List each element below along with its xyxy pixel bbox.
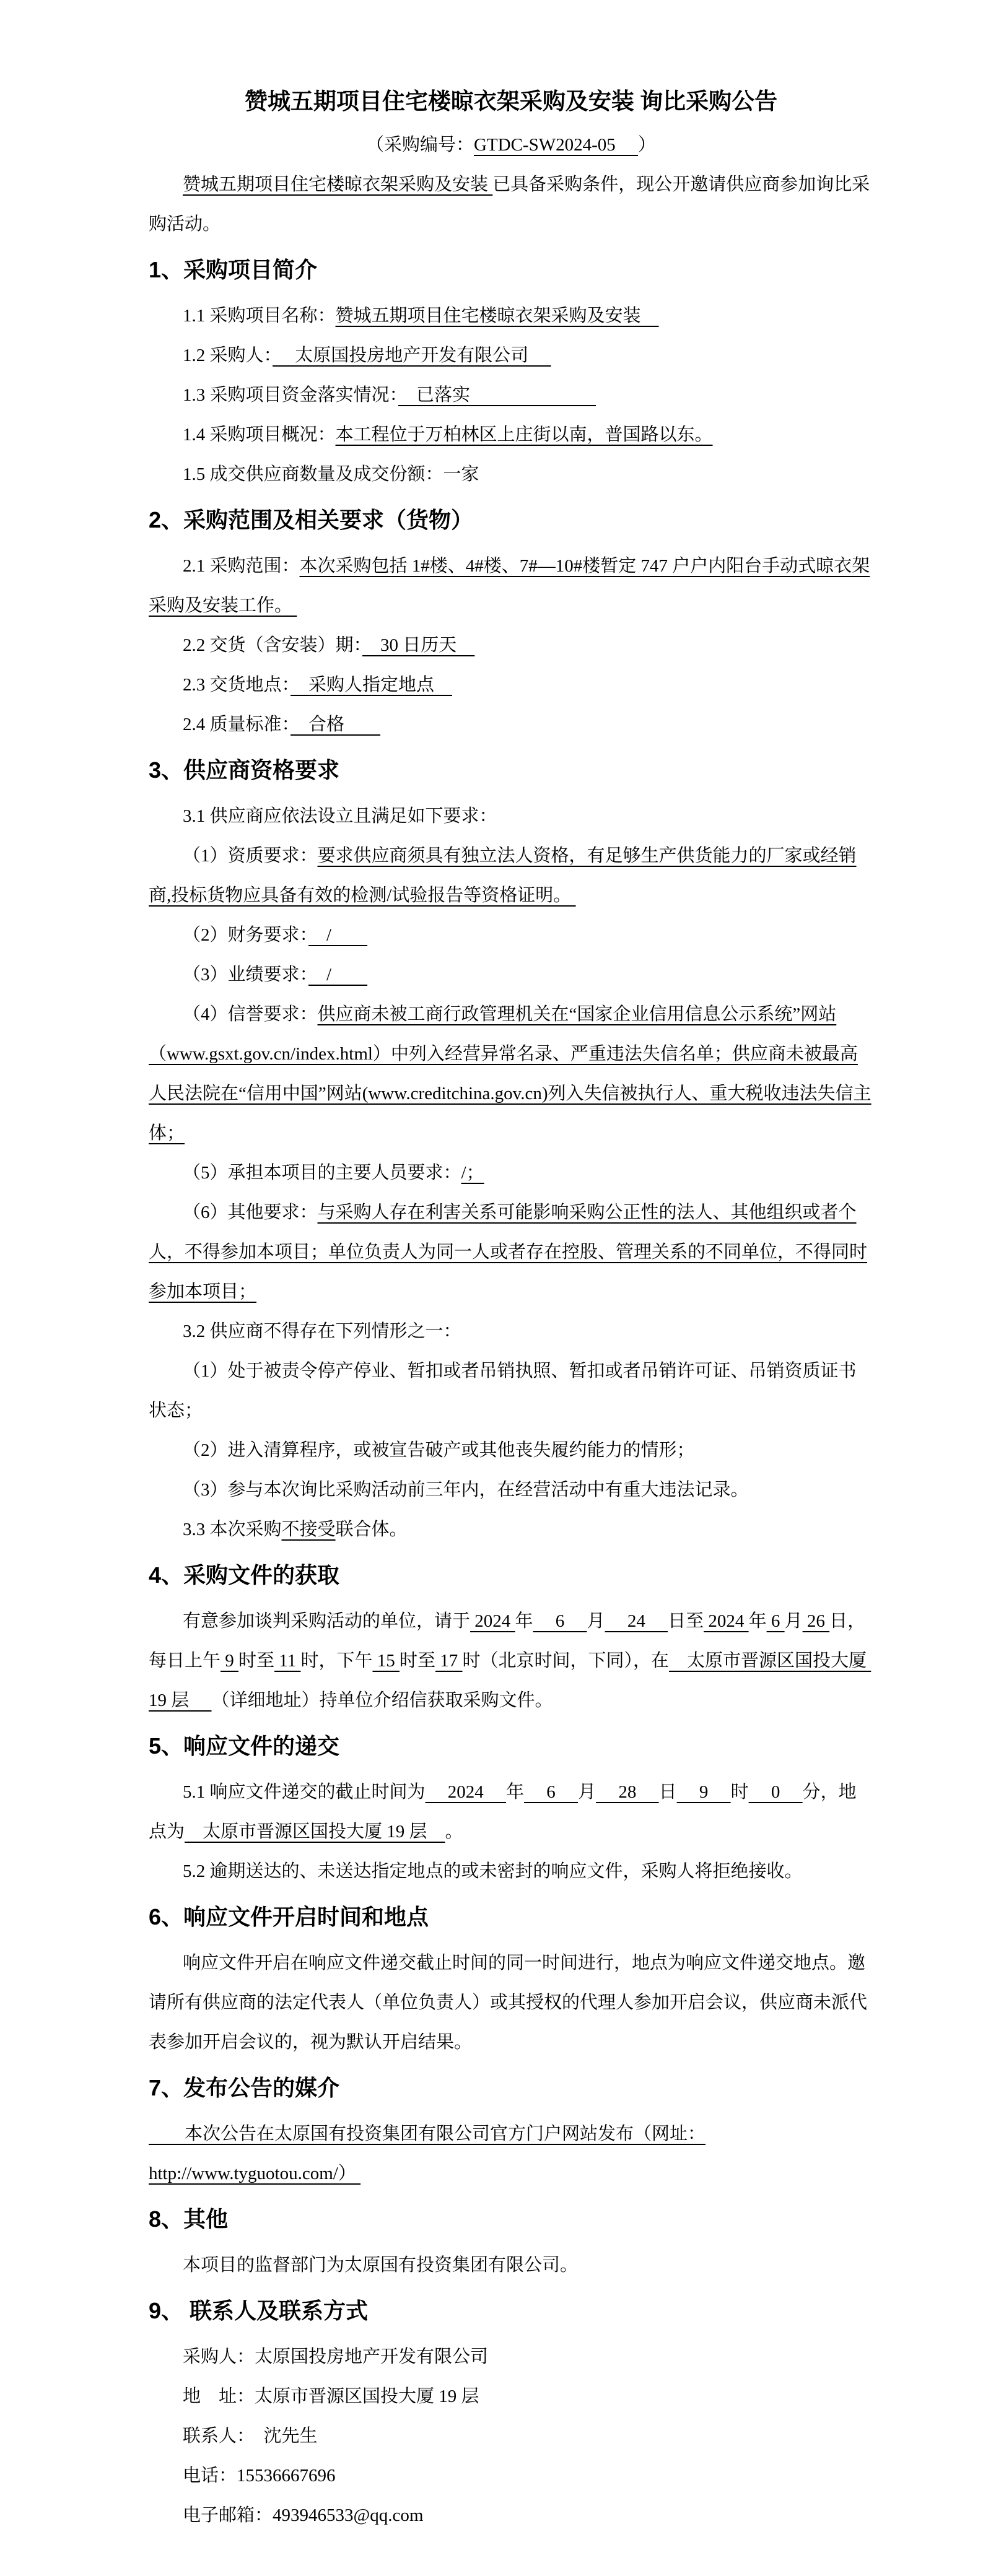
item-supplier-count (149, 455, 873, 494)
item-submission-reject (149, 1852, 873, 1891)
underlined-fill-in-text: 本次公告在太原国有投资集团有限公司官方门户网站发布（网址：http://www.tyguotou.com/） (149, 2124, 706, 2183)
underlined-fill-in-text: 采购人指定地点 (291, 675, 453, 695)
item-financial-req (149, 915, 873, 955)
underlined-fill-in-text: / (308, 965, 368, 985)
contact-phone (149, 2456, 873, 2496)
text-segment: 电话：15536667696 (183, 2466, 336, 2486)
contact-person (149, 2416, 873, 2456)
item-no-consortium (149, 1510, 873, 1549)
text-segment: 2.2 交货（含安装）期： (183, 635, 363, 655)
text-segment: 1.1 采购项目名称： (183, 306, 336, 326)
item-scope (149, 546, 873, 625)
text-segment: 3.1 供应商应依法设立且满足如下要求： (183, 806, 497, 826)
text-segment: 2.4 质量标准： (183, 715, 291, 734)
item-other-req (149, 1193, 873, 1312)
text-segment: 时至 (238, 1651, 275, 1671)
underlined-fill-in-text: 太原国投房地产开发有限公司 (273, 346, 551, 365)
text-segment: 2.3 交货地点： (183, 675, 291, 695)
intro-paragraph (149, 165, 873, 244)
section-5-heading: 5、响应文件的递交 (149, 1733, 340, 1759)
underlined-fill-in-text: / (308, 925, 368, 945)
underlined-fill-in-text: 11 (274, 1651, 301, 1671)
item-supplier-requirements (149, 796, 873, 836)
underlined-fill-in-text: 2024 (425, 1782, 507, 1802)
contact-buyer (149, 2337, 873, 2377)
text-segment: 1.4 采购项目概况： (183, 425, 336, 445)
text-segment: 月 (578, 1782, 596, 1802)
underlined-fill-in-text: 已落实 (398, 385, 596, 405)
underlined-fill-in-text: 合格 (291, 715, 381, 734)
document-title: 赞城五期项目住宅楼晾衣架采购及安装 询比采购公告 (244, 89, 778, 115)
text-segment: 有意参加谈判采购活动的单位，请于 (183, 1611, 471, 1631)
section-1-heading: 1、采购项目简介 (149, 257, 318, 282)
underlined-fill-in-text: GTDC-SW2024-05 (473, 135, 638, 155)
text-segment: 5.2 逾期送达的、未送达指定地点的或未密封的响应文件，采购人将拒绝接收。 (183, 1861, 803, 1881)
text-segment: 时，下午 (300, 1651, 373, 1671)
item-prohibited-2 (149, 1430, 873, 1470)
text-segment: （详细地址）持单位介绍信获取采购文件。 (211, 1690, 553, 1710)
underlined-fill-in-text: 17 (435, 1651, 463, 1671)
text-segment: 3.2 供应商不得存在下列情形之一： (183, 1321, 461, 1341)
text-segment: 本项目的监督部门为太原国有投资集团有限公司。 (183, 2255, 579, 2275)
text-segment: 月 (587, 1611, 605, 1631)
section-6-heading: 6、响应文件开启时间和地点 (149, 1904, 429, 1930)
underlined-fill-in-text: 30 日历天 (362, 635, 475, 655)
text-segment: （采购编号： (365, 135, 474, 155)
supervision-paragraph (149, 2245, 873, 2285)
text-segment: ） (638, 135, 657, 155)
section-7-heading: 7、发布公告的媒介 (149, 2075, 340, 2100)
underlined-fill-in-text: 2024 (470, 1611, 515, 1631)
text-segment: 年 (515, 1611, 533, 1631)
text-segment: 时 (730, 1782, 749, 1802)
underlined-fill-in-text: /； (461, 1163, 484, 1183)
text-segment: （2）财务要求： (183, 925, 309, 945)
item-prohibited-3 (149, 1470, 873, 1510)
item-project-name (149, 296, 873, 336)
text-segment: 1.3 采购项目资金落实情况： (183, 385, 399, 405)
text-segment: 年 (506, 1782, 525, 1802)
item-performance-req (149, 955, 873, 994)
underlined-fill-in-text: 2024 (704, 1611, 749, 1631)
text-segment: 时至 (399, 1651, 435, 1671)
section-8-heading: 8、其他 (149, 2206, 229, 2232)
text-segment: 月 (784, 1611, 803, 1631)
section-9-heading: 9、 联系人及联系方式 (149, 2298, 369, 2323)
underlined-fill-in-text: 赞城五期项目住宅楼晾衣架采购及安装 (335, 306, 659, 326)
text-segment: （1）资质要求： (183, 846, 318, 866)
text-segment: 采购人：太原国投房地产开发有限公司 (183, 2347, 489, 2367)
underlined-fill-in-text: 9 (676, 1782, 731, 1802)
item-quality-standard (149, 705, 873, 744)
document-content (149, 79, 873, 2535)
text-segment: （1）处于被责令停产停业、暂扣或者吊销执照、暂扣或者吊销许可证、吊销资质证书状态； (149, 1361, 857, 1421)
text-segment: 响应文件开启在响应文件递交截止时间的同一时间进行，地点为响应文件递交地点。邀请所有供应商的法定代表人（单位负责人）或其授权的代理人参加开启会议，供应商未派代表参加开启会议的，视为默认开启结果。 (149, 1953, 868, 2052)
underlined-fill-in-text: 供应商未被工商行政管理机关在“国家企业信用信息公示系统”网站（www.gsxt.gov.cn/index.html）中列入经营异常名录、严重违法失信名单；供应商未被最高人民法院在“信用中国”网站(www.creditchina.gov.cn)列入失信被执行人、重大税收违法失信主体； (149, 1004, 872, 1143)
item-submission-deadline (149, 1772, 873, 1852)
underlined-fill-in-text: 0 (748, 1782, 803, 1802)
underlined-fill-in-text: 6 (766, 1611, 785, 1631)
underlined-fill-in-text: 不接受 (281, 1520, 336, 1539)
underlined-fill-in-text: 26 (802, 1611, 830, 1631)
underlined-fill-in-text: 6 (524, 1782, 579, 1802)
text-segment: （6）其他要求： (183, 1203, 318, 1222)
section-2-heading: 2、采购范围及相关要求（货物） (149, 507, 474, 533)
text-segment: （3）参与本次询比采购活动前三年内，在经营活动中有重大违法记录。 (183, 1480, 749, 1500)
text-segment: 已具备采购条件，现公开邀请供应商参加询比采购活动。 (149, 175, 870, 234)
item-qualification-req (149, 836, 873, 915)
contact-address (149, 2377, 873, 2416)
text-segment: （4）信誉要求： (183, 1004, 318, 1024)
underlined-fill-in-text: 要求供应商须具有独立法人资格，有足够生产供货能力的厂家或经销商,投标货物应具备有效的检测/试验报告等资格证明。 (149, 846, 857, 905)
text-segment: 地 址：太原市晋源区国投大厦 19 层 (183, 2387, 479, 2406)
underlined-fill-in-text: 赞城五期项目住宅楼晾衣架采购及安装 (183, 175, 493, 194)
underlined-fill-in-text: 太原市晋源区国投大厦 19 层 (185, 1822, 445, 1842)
contact-email (149, 2496, 873, 2535)
underlined-fill-in-text: 9 (221, 1651, 239, 1671)
text-segment: 联系人： 沈先生 (183, 2426, 318, 2446)
text-segment: 日，每日上午 (149, 1611, 866, 1671)
section-4-heading: 4、采购文件的获取 (149, 1562, 340, 1588)
text-segment: 日 (658, 1782, 677, 1802)
underlined-fill-in-text: 28 (596, 1782, 659, 1802)
text-segment: （2）进入清算程序，或被宣告破产或其他丧失履约能力的情形； (183, 1440, 695, 1460)
item-personnel-req (149, 1153, 873, 1193)
text-segment: （3）业绩要求： (183, 965, 309, 985)
text-segment: 时（北京时间，下同），在 (462, 1651, 670, 1671)
doc-obtain-paragraph (149, 1601, 873, 1720)
text-segment: 2.1 采购范围： (183, 556, 300, 576)
text-segment: （5）承担本项目的主要人员要求： (183, 1163, 461, 1183)
text-segment: 。 (445, 1822, 463, 1842)
opening-paragraph (149, 1943, 873, 2062)
text-segment: 分，地点为 (149, 1782, 857, 1842)
text-segment: 电子邮箱：493946533@qq.com (183, 2505, 424, 2525)
section-3-heading: 3、供应商资格要求 (149, 757, 340, 783)
item-prohibited-1 (149, 1351, 873, 1430)
underlined-fill-in-text: 本工程位于万柏林区上庄街以南，普国路以东。 (335, 425, 713, 445)
procurement-number-line (149, 125, 873, 165)
item-delivery-period (149, 625, 873, 665)
text-segment: 联合体。 (335, 1520, 408, 1539)
item-credit-req (149, 994, 873, 1153)
underlined-fill-in-text: 24 (605, 1611, 668, 1631)
text-segment: 3.3 本次采购 (183, 1520, 282, 1539)
text-segment: 1.5 成交供应商数量及成交份额：一家 (183, 464, 479, 484)
text-segment: 1.2 采购人： (183, 346, 273, 365)
media-paragraph (149, 2114, 873, 2193)
text-segment: 日至 (668, 1611, 704, 1631)
text-segment: 5.1 响应文件递交的截止时间为 (183, 1782, 426, 1802)
text-segment: 年 (748, 1611, 767, 1631)
underlined-fill-in-text: 太原市晋源区国投大厦 19 层 (149, 1651, 872, 1710)
item-project-overview (149, 415, 873, 455)
underlined-fill-in-text: 15 (372, 1651, 400, 1671)
item-purchaser (149, 336, 873, 375)
underlined-fill-in-text: 6 (533, 1611, 587, 1631)
underlined-fill-in-text: 与采购人存在利害关系可能影响采购公正性的法人、其他组织或者个人，不得参加本项目；单位负责人为同一人或者存在控股、管理关系的不同单位，不得同时参加本项目； (149, 1203, 868, 1302)
item-funding-status (149, 375, 873, 415)
item-delivery-place (149, 665, 873, 705)
underlined-fill-in-text: 本次采购包括 1#楼、4#楼、7#—10#楼暂定 747 户户内阳台手动式晾衣架采购及安装工作。 (149, 556, 870, 616)
item-prohibited-intro (149, 1312, 873, 1351)
